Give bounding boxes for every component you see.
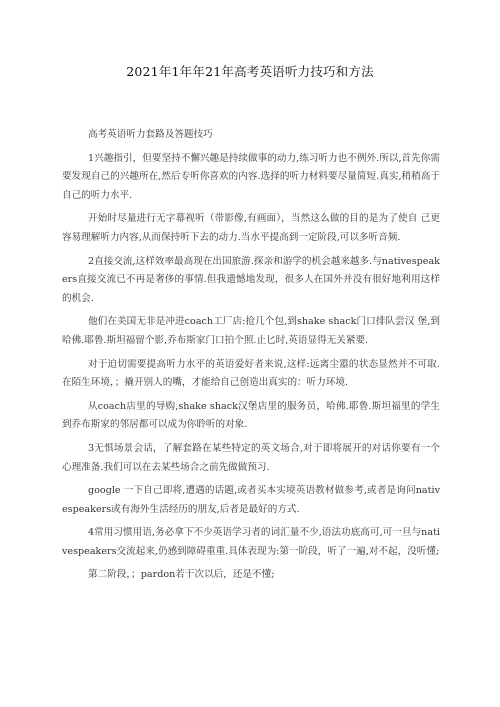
paragraph-tip-4-detail: 第二阶段，；pardon若干次以后，还是不懂; — [88, 569, 275, 581]
paragraph-tip-3: 3无惧场景会话，了解套路在某些特定的英文场合,对于即将展开的对话你要有一个心理准备.我们可以在去某些场合之前先做做预习. — [62, 442, 440, 473]
paragraph-tip-4: 4常用习惯用语,务必拿下不少英语学习者的词汇量不少,语法功底高可,可一旦与nativespeakers交流起来,仍感到障碍重重.具体表现为:第一阶段，听了一遍,对不起，没听懂; — [62, 527, 440, 557]
paragraph-tip-2: 2直接交流,这样效率最高现在出国旅游.探亲和游学的机会越来越多.与nativespeakers直接交流已不再是奢侈的事情.但我遗憾地发现，很多人在国外并没有很好地利用这样的机会. — [62, 255, 440, 304]
paragraph-tip-1: 1兴趣指引，但要坚持不懈兴趣是持续做事的动力,练习听力也不例外.所以,首先你需要发现自己的兴趣所在,然后专听你喜欢的内容.选择的听力材料要尽量简短.真实,稍稍高于自己的听力水平. — [62, 152, 440, 201]
paragraph-tip-3-detail: google 一下自己即将,遭遇的话题,或者买本实境英语教材做参考,或者是询问nativespeakers或有海外生活经历的朋友,后者是最好的方式. — [62, 485, 440, 515]
paragraph-tip-2-detail-a: 他们在美国无非是冲进coach工厂店:抢几个包,到shake shack门口排队尝汉 堡,到哈佛.耶鲁.斯坦福留个影,乔布斯家门口拍个照.止匕时,英语显得无关紧要. — [62, 316, 440, 346]
document-body — [62, 126, 440, 590]
section-heading: 高考英语听力套路及答题技巧 — [88, 129, 213, 140]
paragraph-tip-1-detail: 开始时尽量进行无字幕视听（带影像,有画面），当然这么做的目的是为了使自 己更容易理解听力内容,从而保持听下去的动力.当水平提高到一定阶段,可以多听音频. — [62, 213, 440, 243]
paragraph-tip-2-detail-c: 从coach店里的导购,shake shack汉堡店里的服务员，哈佛.耶鲁.斯坦福里的学生到乔布斯家的邻居都可以成为你聆听的对象. — [62, 400, 440, 431]
document-title: 2021年1年年21年高考英语听力技巧和方法 — [126, 64, 374, 79]
paragraph-tip-2-detail-b: 对于迫切需要提高听力水平的英语爱好者来说,这样:远离尘嚣的状态显然并不可取.在陌生环境，；撬开别人的嘴，才能给自己创造出真实的：听力环境. — [62, 358, 440, 389]
